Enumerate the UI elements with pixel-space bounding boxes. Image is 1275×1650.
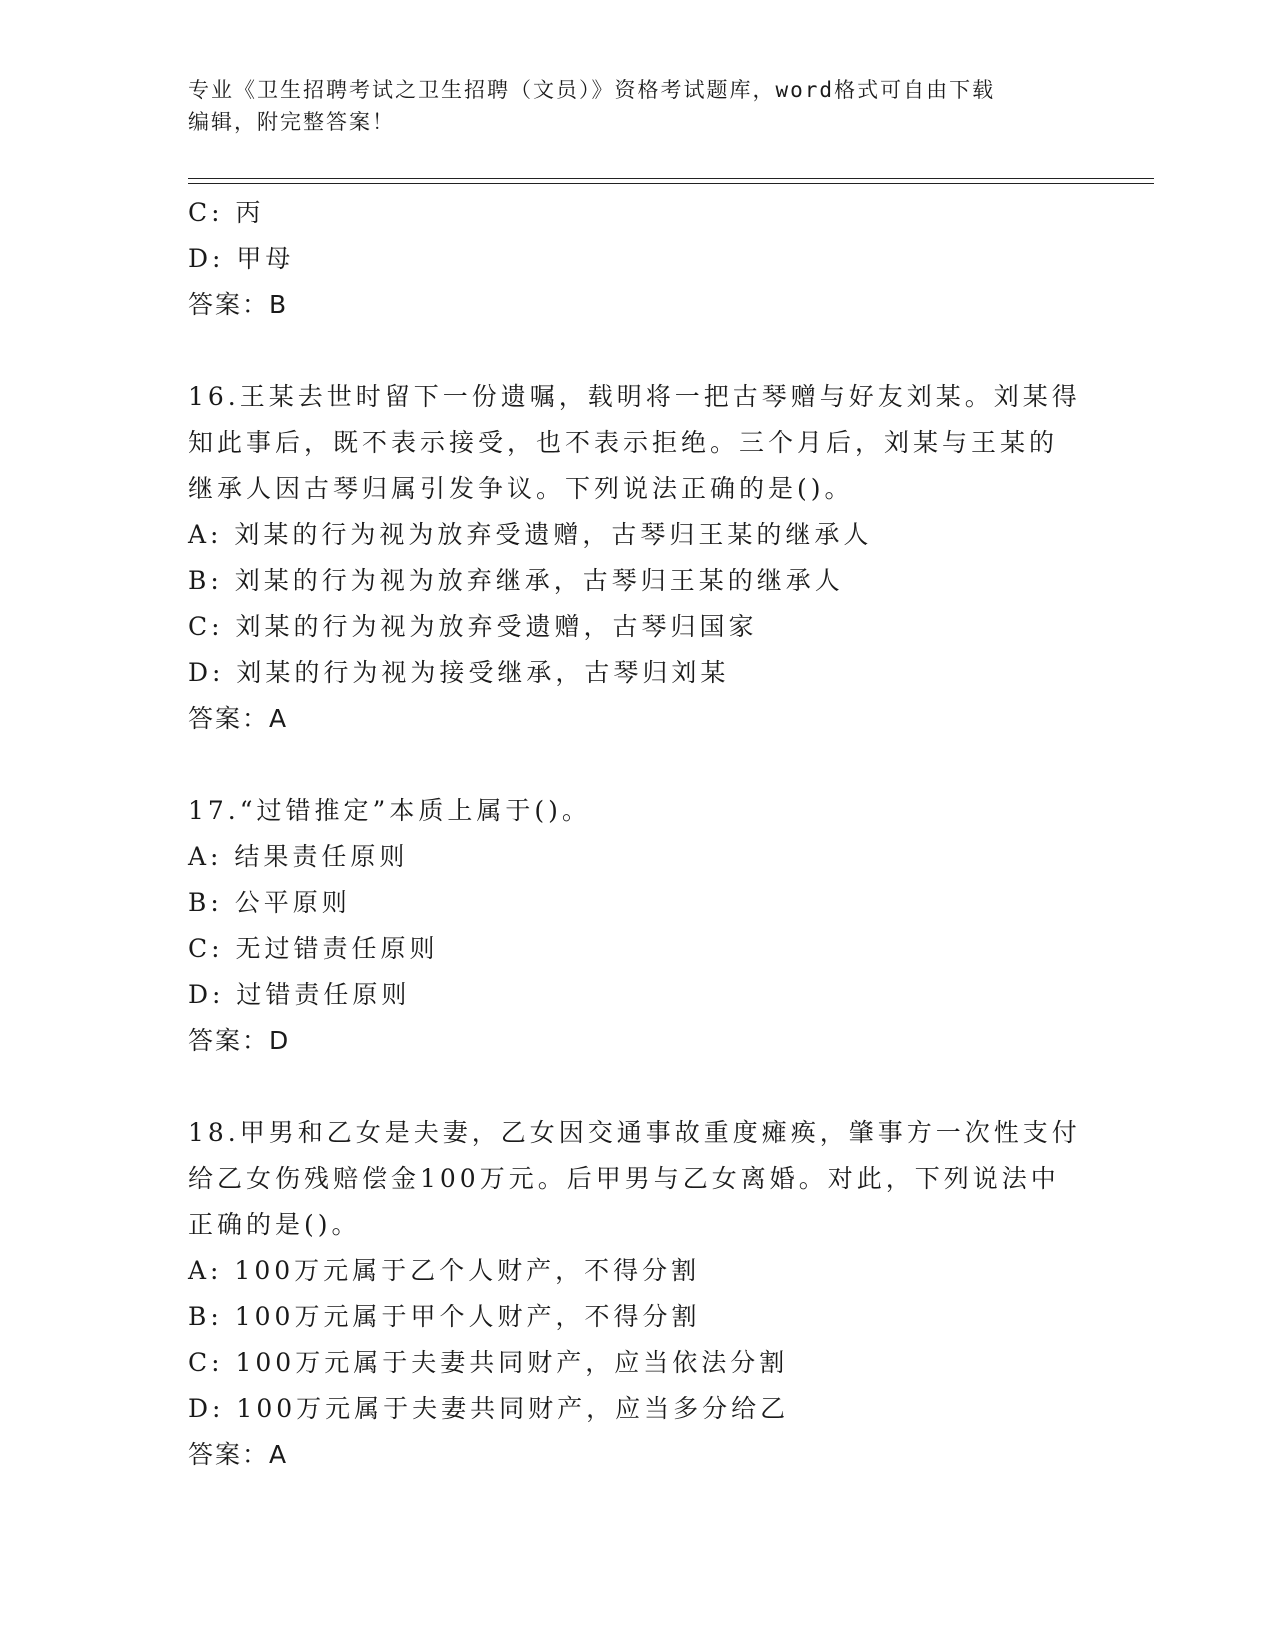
prev-answer: 答案：B [188, 290, 289, 319]
page-header [188, 74, 1068, 138]
spacer [188, 742, 1088, 788]
q18-stem-line-1: 18.甲男和乙女是夫妻，乙女因交通事故重度瘫痪，肇事方一次性支付 [188, 1118, 1081, 1147]
q16-option-a: A: 刘某的行为视为放弃受遗赠，古琴归王某的继承人 [188, 520, 873, 549]
q18-stem-line-2: 给乙女伤残赔偿金100万元。后甲男与乙女离婚。对此，下列说法中 [188, 1164, 1060, 1193]
spacer [188, 1064, 1088, 1110]
header-divider-bottom [188, 183, 1154, 184]
q18-option-a: A: 100万元属于乙个人财产，不得分割 [188, 1256, 701, 1285]
prev-option-c: C: 丙 [188, 198, 265, 227]
q17-stem-line-1: 17.“过错推定”本质上属于()。 [188, 796, 591, 825]
question-content [188, 190, 1088, 1478]
header-line-2: 编辑，附完整答案！ [188, 110, 395, 134]
prev-option-d: D: 甲母 [188, 244, 295, 273]
q16-option-b: B: 刘某的行为视为放弃继承，古琴归王某的继承人 [188, 566, 844, 595]
header-line-1: 专业《卫生招聘考试之卫生招聘（文员）》资格考试题库，word格式可自由下载 [188, 78, 996, 102]
q16-option-c: C: 刘某的行为视为放弃受遗赠，古琴归国家 [188, 612, 758, 641]
q18-stem-line-3: 正确的是()。 [188, 1210, 361, 1239]
q16-option-d: D: 刘某的行为视为接受继承，古琴归刘某 [188, 658, 730, 687]
q17-option-c: C: 无过错责任原则 [188, 934, 439, 963]
q18-option-b: B: 100万元属于甲个人财产，不得分割 [188, 1302, 701, 1331]
q16-answer: 答案：A [188, 704, 289, 733]
q17-option-d: D: 过错责任原则 [188, 980, 411, 1009]
q16-stem-line-2: 知此事后，既不表示接受，也不表示拒绝。三个月后，刘某与王某的 [188, 428, 1059, 457]
q18-answer: 答案：A [188, 1440, 289, 1469]
q16-stem-line-1: 16.王某去世时留下一份遗嘱，载明将一把古琴赠与好友刘某。刘某得 [188, 382, 1081, 411]
q18-option-c: C: 100万元属于夫妻共同财产，应当依法分割 [188, 1348, 789, 1377]
header-divider-top [188, 178, 1154, 179]
q16-stem-line-3: 继承人因古琴归属引发争议。下列说法正确的是()。 [188, 474, 854, 503]
q17-answer: 答案：D [188, 1026, 291, 1055]
q17-option-b: B: 公平原则 [188, 888, 351, 917]
spacer [188, 328, 1088, 374]
q18-option-d: D: 100万元属于夫妻共同财产，应当多分给乙 [188, 1394, 790, 1423]
q17-option-a: A: 结果责任原则 [188, 842, 409, 871]
